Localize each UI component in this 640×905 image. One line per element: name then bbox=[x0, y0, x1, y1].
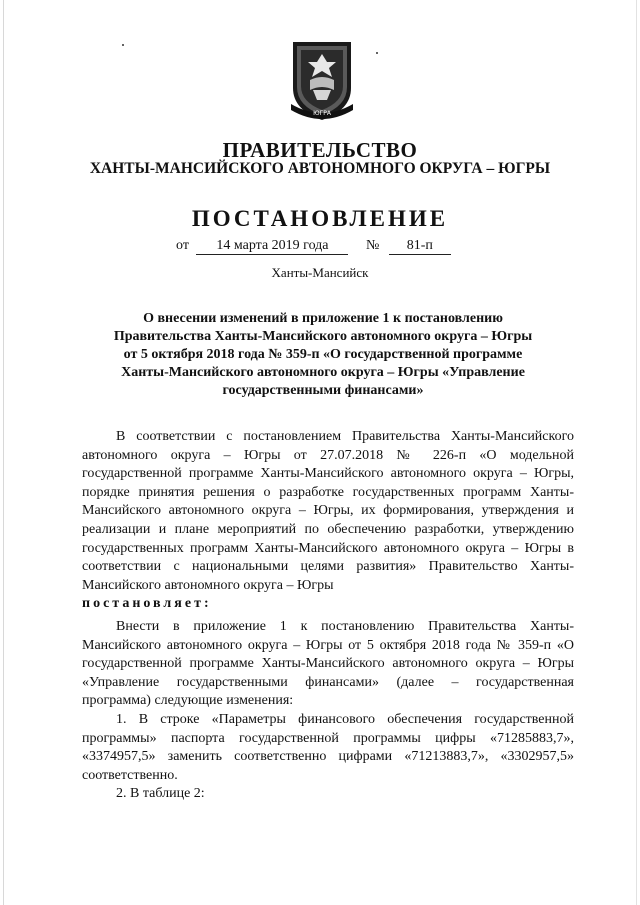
crest-ribbon-text: ЮГРА bbox=[313, 110, 331, 117]
number-prefix: № bbox=[365, 238, 380, 253]
preamble-block bbox=[82, 428, 574, 614]
coat-of-arms-emblem bbox=[289, 38, 355, 124]
item-1-paragraph: 1. В строке «Параметры финансового обеспечения государственной программы» паспорта государственной программы цифры «71285883,7», «3374957,5» заменить соответственно цифрами «71213883,7», «3302957,5» соответственно. bbox=[82, 711, 574, 783]
subject-line: государственными финансами» bbox=[222, 383, 424, 398]
decree-city: Ханты-Мансийск bbox=[271, 265, 369, 280]
decree-date-field: 14 марта 2019 года bbox=[196, 237, 348, 255]
decree-title: ПОСТАНОВЛЕНИЕ bbox=[191, 206, 449, 231]
preamble-paragraph: В соответствии с постановлением Правительства Ханты-Мансийского автономного округа – Югры от 27.07.2018 № 226-п «О модельной государственной программе Ханты-Мансийского автономного округа – Югры, порядке принятия решения о разработке государственных программ Ханты-Мансийского автономного округа – Югры, их формирования, утверждения и реализации и плане мероприятий по обеспечению разработки, утверждению государственных программ Ханты-Мансийского автономного округа – Югры в соответствии с национальными целями развития» Правительство Ханты-Мансийского автономного округа – Югры bbox=[82, 429, 574, 593]
subject-line: Ханты-Мансийского автономного округа – Югры «Управление bbox=[121, 365, 525, 380]
scan-speck bbox=[122, 44, 124, 46]
resolves-word: постановляет: bbox=[82, 596, 212, 612]
scan-edge-left bbox=[3, 0, 4, 905]
subject-line: от 5 октября 2018 года № 359-п «О государственной программе bbox=[123, 347, 523, 362]
subject-line: О внесении изменений в приложение 1 к постановлению bbox=[143, 311, 503, 326]
decree-date-line bbox=[176, 237, 451, 255]
date-prefix: от bbox=[176, 238, 189, 253]
scan-speck bbox=[376, 52, 378, 54]
subject-line: Правительства Ханты-Мансийского автономного округа – Югры bbox=[113, 329, 533, 344]
decree-subject bbox=[98, 310, 548, 400]
decree-content-block bbox=[82, 618, 574, 804]
government-title: ПРАВИТЕЛЬСТВО bbox=[222, 138, 418, 162]
scan-edge-right bbox=[636, 0, 637, 905]
government-region-title: ХАНТЫ-МАНСИЙСКОГО АВТОНОМНОГО ОКРУГА – ЮГРЫ bbox=[89, 160, 551, 177]
item-2-paragraph: 2. В таблице 2: bbox=[116, 786, 205, 802]
main-paragraph: Внести в приложение 1 к постановлению Правительства Ханты-Мансийского автономного округа – Югры от 5 октября 2018 года № 359-п «О государственной программе Ханты-Мансийского автономного округа – Югры «Управление государственными финансами» (далее – государственная программа) следующие изменения: bbox=[82, 619, 574, 709]
decree-number-field: 81-п bbox=[389, 237, 451, 255]
